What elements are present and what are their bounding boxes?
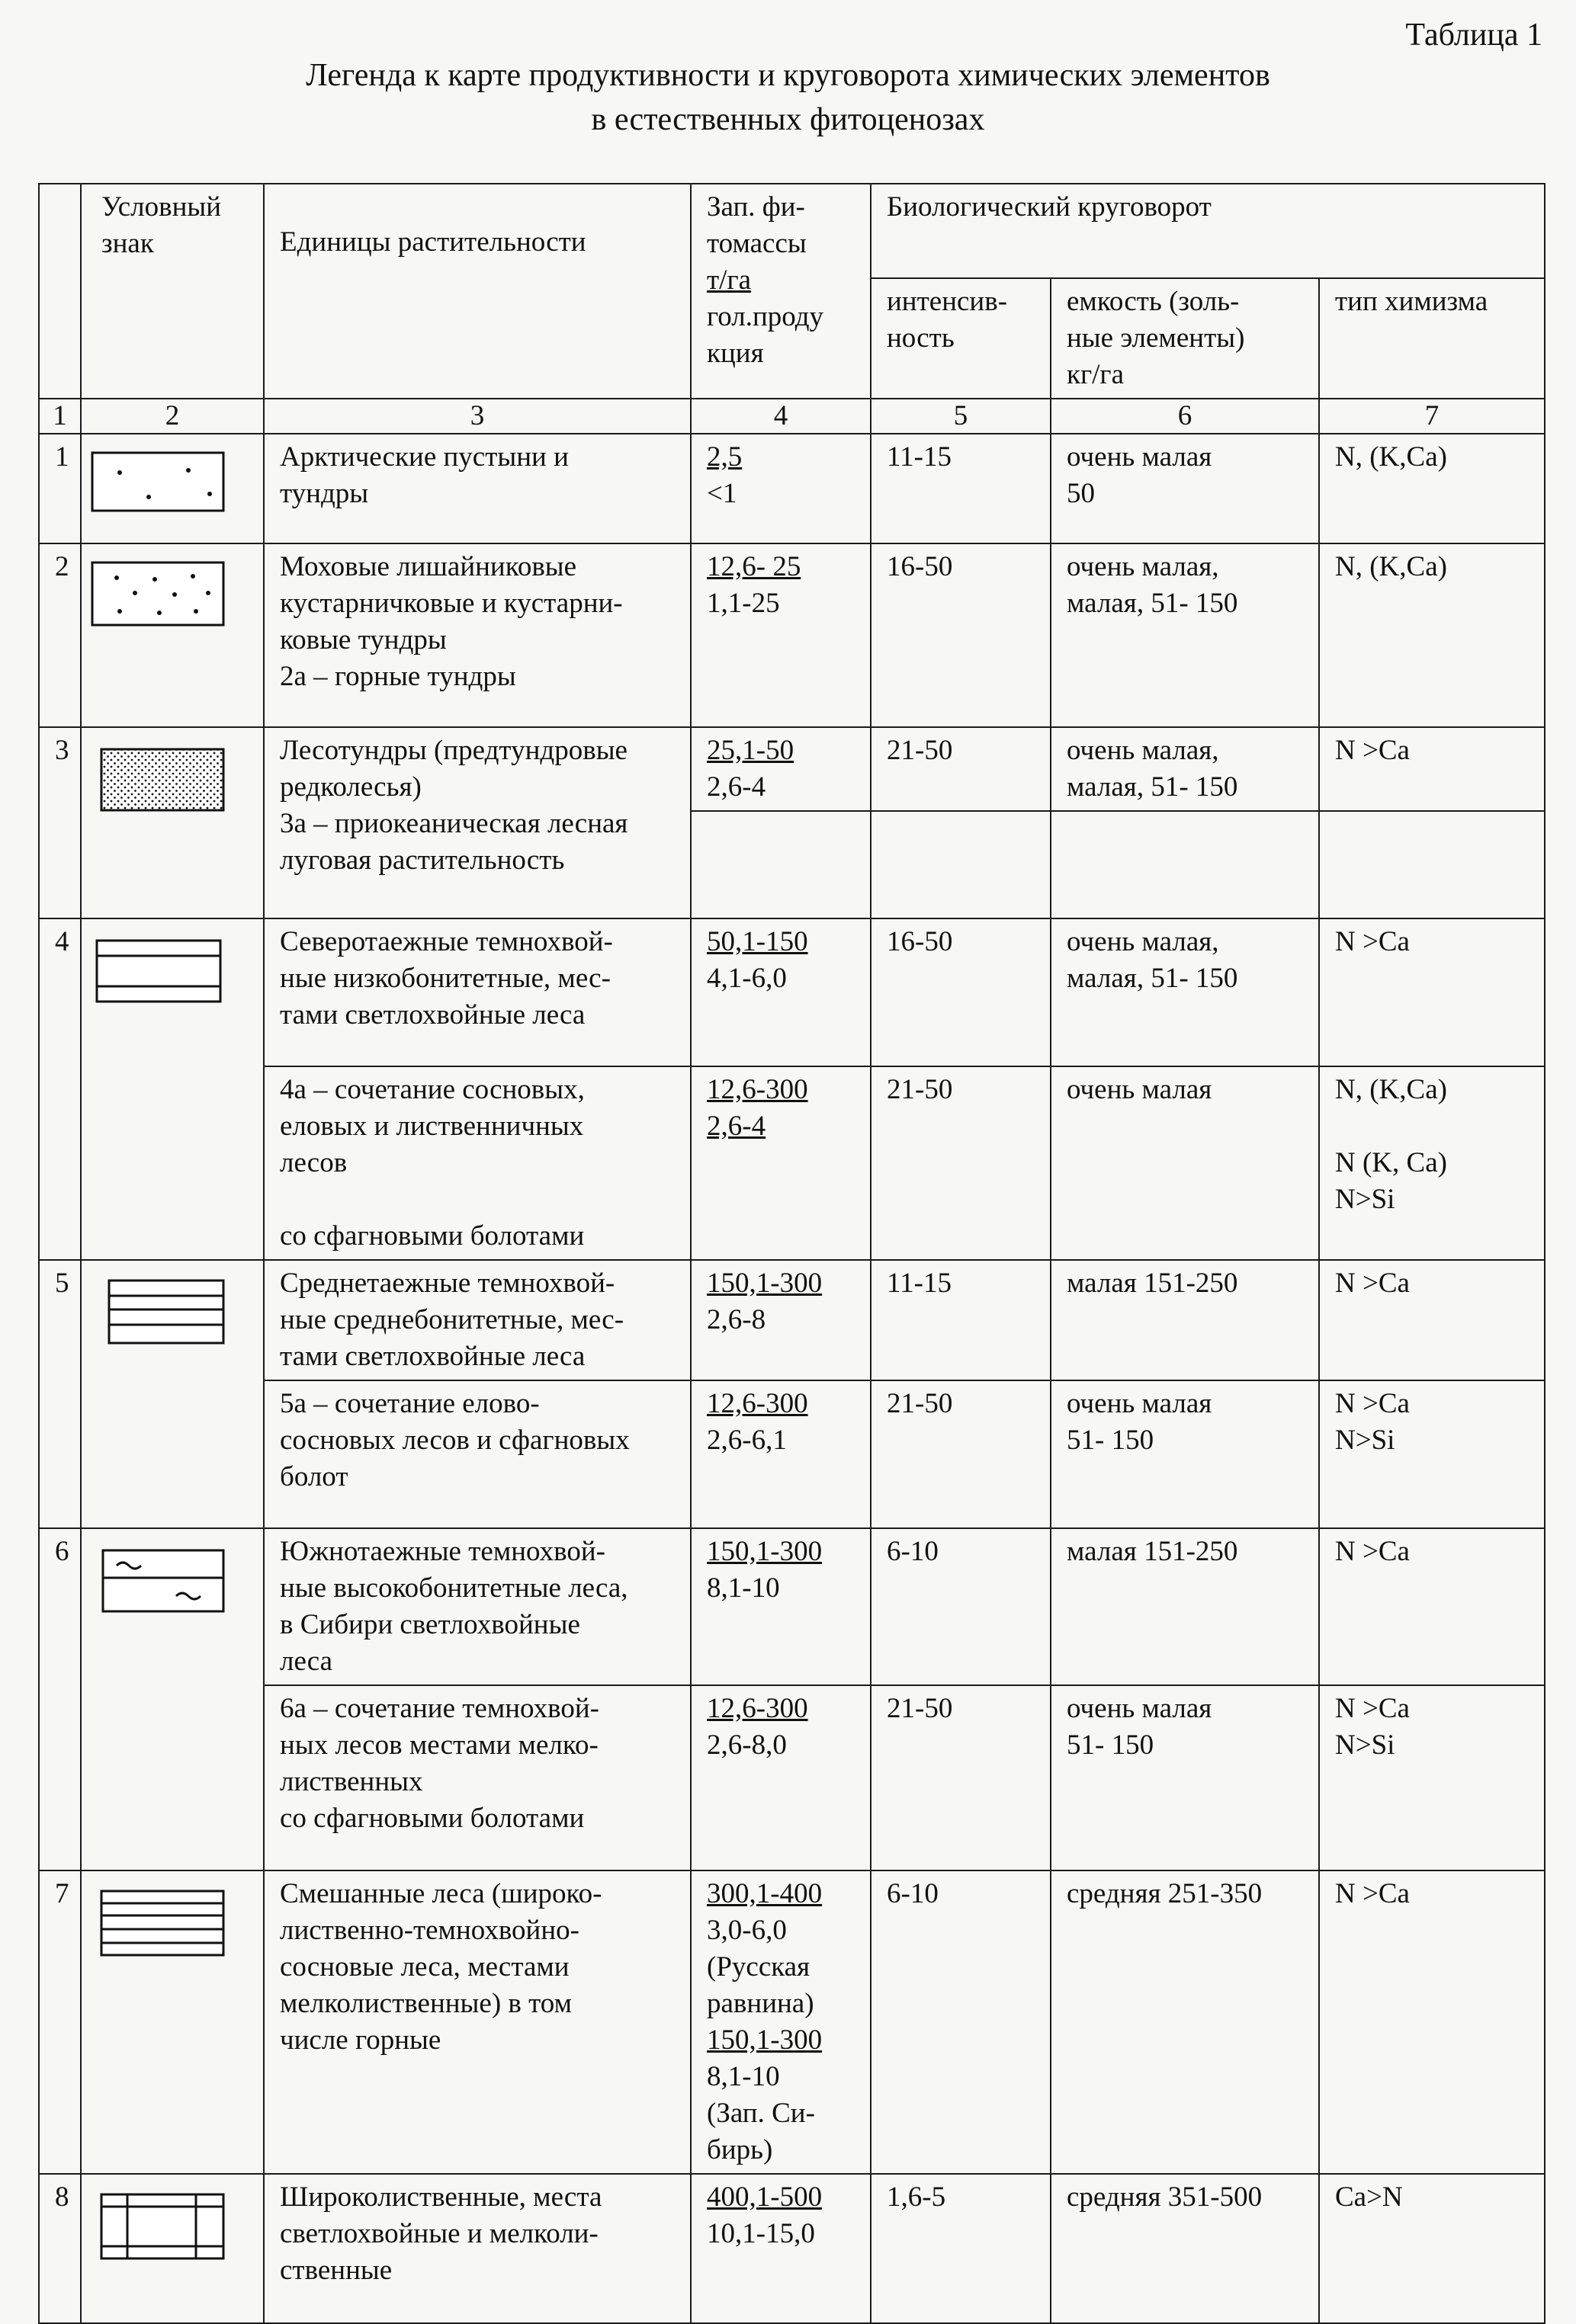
text-line: тами светлохвойные леса [280,1341,586,1372]
text-line: очень малая [1067,1388,1212,1419]
intensity-cell: 16-50 [871,543,1051,727]
text-line: очень малая [1067,1693,1212,1724]
intensity-cell: 11-15 [871,434,1051,543]
text-line: N >Ca [1335,1693,1410,1724]
phytomass-cell [691,1260,871,1380]
col-number: 5 [871,399,1051,434]
capacity-cell [1051,1685,1319,1870]
row-number: 5 [39,1260,81,1528]
text-line: N >Ca [1335,1388,1410,1419]
triple-line-symbol-icon [82,1270,234,1354]
table-row [39,1380,1545,1528]
legend-table [38,183,1546,2324]
four-line-symbol-icon [82,1880,234,1964]
row-number: 2 [39,543,81,727]
capacity-cell [1051,434,1319,543]
chem-cell [1319,1685,1545,1870]
intensity-cell: 21-50 [871,1380,1051,1528]
text-line: луговая растительность [280,845,565,876]
table-row [39,2174,1545,2323]
unit-cell [264,2174,691,2323]
chem-cell: N, (K,Ca) [1319,434,1545,543]
document-title [0,53,1576,142]
column-numbers-row [39,399,1545,434]
phytomass-cell [691,1528,871,1685]
text-line: малая, 51- 150 [1067,588,1238,619]
text-line: N>Si [1335,1425,1395,1456]
text-line: ственные [280,2255,393,2286]
unit-cell [264,918,691,1066]
phytomass-stock: 12,6-300 [707,1388,808,1419]
text-line: малая, 51- 150 [1067,963,1238,994]
unit-cell [264,1066,691,1260]
unit-cell [264,1685,691,1870]
annual-production: 8,1-10 [707,2061,780,2092]
title-line-1: Легенда к карте продуктивности и круговорота химических элементов [306,58,1270,93]
capacity-cell [1051,1380,1319,1528]
unit-cell [264,1528,691,1685]
annual-production: 3,0-6,0 [707,1915,787,1946]
sparse-dots-symbol-icon [82,444,234,520]
text-line: 5а – сочетание елово- [280,1388,540,1419]
text-line: кустарничковые и кустарни- [280,588,623,619]
phytomass-cell [691,727,871,811]
text-line: емкость (золь- [1067,286,1240,317]
phytomass-cell [691,1685,871,1870]
text-line: очень малая, [1067,551,1219,582]
empty-cell [1051,811,1319,918]
text-line: ковые тундры [280,624,447,656]
chem-cell: Ca>N [1319,2174,1545,2323]
intensity-cell: 21-50 [871,1685,1051,1870]
chem-cell [1319,1380,1545,1528]
intensity-cell: 21-50 [871,727,1051,811]
text-line: N>Si [1335,1184,1395,1215]
capacity-cell: малая 151-250 [1051,1528,1319,1685]
grid-symbol-icon [82,2184,234,2268]
intensity-cell: 6-10 [871,1528,1051,1685]
unit-cell [264,543,691,727]
chem-cell: N >Ca [1319,1528,1545,1685]
symbol-cell [81,1528,264,1870]
spacer [280,1181,675,1218]
table-row [39,918,1545,1066]
intensity-cell: 16-50 [871,918,1051,1066]
annual-production: 2,6-4 [707,1111,766,1142]
annual-production: 10,1-15,0 [707,2218,815,2249]
text-line: болот [280,1461,348,1492]
phytomass-stock: 25,1-50 [707,735,794,766]
text-line: очень малая, [1067,926,1219,957]
text-line: 6а – сочетание темнохвой- [280,1693,599,1724]
text-line: лиственных [280,1766,423,1797]
text-line: очень малая, [1067,735,1219,766]
annual-production: 1,1-25 [707,588,780,619]
text-line: 51- 150 [1067,1729,1154,1761]
row-number: 3 [39,727,81,918]
symbol-cell [81,918,264,1260]
text-line: сосновые леса, местами [280,1951,570,1983]
phytomass-cell [691,1870,871,2174]
text-line: ные элементы) [1067,322,1245,354]
double-line-symbol-icon [82,928,234,1012]
phytomass-stock: 150,1-300 [707,1536,823,1567]
table-row [39,1870,1545,2174]
capacity-cell: средняя 351-500 [1051,2174,1319,2323]
header-symbol: Условный знак [81,184,264,399]
text-line: 3а – приокеаническая лесная [280,808,628,839]
text-line: ных лесов местами мелко- [280,1729,599,1761]
text-line: еловых и лиственничных [280,1111,584,1142]
text-line: леса [280,1646,333,1677]
phytomass-cell [691,543,871,727]
text-line: со сфагновыми болотами [280,1803,585,1834]
text-line: ные высокобонитетные леса, [280,1572,628,1604]
unit-cell [264,727,691,918]
text-line: тундры [280,478,369,509]
header-row [39,184,1545,278]
row-number: 4 [39,918,81,1260]
text-line: гол.проду [707,301,824,332]
unit-cell [264,1380,691,1528]
text-line: мелколиственные) в том [280,1988,573,2019]
phytomass-stock: 50,1-150 [707,926,808,957]
col-number: 2 [81,399,264,434]
text-line: Лесотундры (предтундровые [280,735,628,766]
header-intensity [871,278,1051,399]
symbol-cell [81,727,264,918]
text-line: Зап. фи- [707,191,805,223]
annual-production: 8,1-10 [707,1572,780,1604]
empty-cell [871,811,1051,918]
phytomass-cell [691,2174,871,2323]
chem-cell: N >Ca [1319,918,1545,1066]
unit-cell [264,1260,691,1380]
text-line: лесов [280,1147,348,1178]
phytomass-cell [691,918,871,1066]
text-line: Смешанные леса (широко- [280,1878,602,1909]
text-line: числе горные [280,2024,441,2056]
phytomass-cell [691,1066,871,1260]
phytomass-cell [691,1380,871,1528]
chem-cell: N, (K,Ca) [1319,543,1545,727]
empty-cell [691,811,871,918]
phytomass-stock: 150,1-300 [707,1268,823,1299]
phytomass-stock: 12,6-300 [707,1693,808,1724]
table-row [39,727,1545,811]
text-line: ные среднебонитетные, мес- [280,1304,624,1335]
annual-production: 2,6-6,1 [707,1425,787,1456]
annual-production: <1 [707,478,737,509]
phytomass-stock: 400,1-500 [707,2181,823,2213]
header-chem: тип химизма [1319,278,1545,399]
header-capacity [1051,278,1319,399]
text-line: светлохвойные и мелколи- [280,2218,599,2249]
text-line: Среднетаежные темнохвой- [280,1268,615,1299]
symbol-cell [81,1260,264,1528]
table-row [39,543,1545,727]
text-line: N, (K,Ca) [1335,1074,1447,1105]
annual-production: 4,1-6,0 [707,963,787,994]
text-line: 50 [1067,478,1095,509]
header-cycle: Биологический круговорот [871,184,1545,278]
symbol-cell [81,2174,264,2323]
phytomass-stock: 12,6- 25 [707,551,801,582]
intensity-cell: 1,6-5 [871,2174,1051,2323]
text-line: кция [707,338,764,369]
text-line: тами светлохвойные леса [280,999,586,1031]
text-line: сосновых лесов и сфагновых [280,1425,630,1456]
text-line: томассы [707,228,807,259]
text-line: Северотаежные темнохвой- [280,926,613,957]
intensity-cell: 21-50 [871,1066,1051,1260]
text-line: N>Si [1335,1729,1395,1761]
text-line: ность [887,322,955,354]
row-number: 7 [39,1870,81,2174]
fine-dots-symbol-icon [82,737,234,821]
text-line: со сфагновыми болотами [280,1220,585,1252]
text-line: редколесья) [280,771,422,803]
intensity-cell: 6-10 [871,1870,1051,2174]
table-row [39,1260,1545,1380]
text-line: Арктические пустыни и [280,441,569,473]
annual-production: 2,6-8 [707,1304,766,1335]
phytomass-stock: 150,1-300 [707,2024,823,2056]
dots-symbol-icon [82,553,234,639]
intensity-cell: 11-15 [871,1260,1051,1380]
region-note: (Зап. Си- [707,2098,815,2129]
capacity-cell [1051,918,1319,1066]
col-number: 1 [39,399,81,434]
symbol-cell [81,434,264,543]
symbol-cell [81,543,264,727]
spacer [1335,1108,1529,1145]
header-units: Единицы растительности [264,184,691,399]
text-line: 4а – сочетание сосновых, [280,1074,585,1105]
symbol-cell [81,1870,264,2174]
row-number: 6 [39,1528,81,1870]
phytomass-cell [691,434,871,543]
text-line: малая, 51- 150 [1067,771,1238,803]
table-row [39,434,1545,543]
table-row [39,1685,1545,1870]
row-number: 1 [39,434,81,543]
chem-cell: N >Ca [1319,1870,1545,2174]
wave-symbol-icon [82,1538,234,1622]
phytomass-stock: 12,6-300 [707,1074,808,1105]
title-line-2: в естественных фитоценозах [591,102,985,137]
text-line: N (K, Ca) [1335,1147,1447,1178]
region-note: (Русская [707,1951,810,1983]
text-line: Южнотаежные темнохвой- [280,1536,605,1567]
row-number: 8 [39,2174,81,2323]
col-number: 6 [1051,399,1319,434]
capacity-cell: очень малая [1051,1066,1319,1260]
unit-cell [264,434,691,543]
phytomass-stock: 300,1-400 [707,1878,823,1909]
col-number: 4 [691,399,871,434]
text-line: ные низкобонитетные, мес- [280,963,611,994]
capacity-cell [1051,543,1319,727]
table-label: Таблица 1 [1405,18,1542,53]
capacity-cell: средняя 251-350 [1051,1870,1319,2174]
annual-production: 2,6-8,0 [707,1729,787,1761]
header-col-1 [39,184,81,399]
text-line: 2а – горные тундры [280,661,516,692]
text-line: Моховые лишайниковые [280,551,577,582]
annual-production: 2,6-4 [707,771,766,803]
text-line: в Сибири светлохвойные [280,1609,580,1640]
chem-cell [1319,1066,1545,1260]
chem-cell: N >Ca [1319,1260,1545,1380]
text-line: очень малая [1067,441,1212,473]
chem-cell: N >Ca [1319,727,1545,811]
text-line: кг/га [1067,359,1125,390]
text-line: интенсив- [887,286,1008,317]
region-note: бирь) [707,2134,773,2165]
text-line: лиственно-темнохвойно- [280,1915,579,1946]
empty-cell [1319,811,1545,918]
col-number: 3 [264,399,691,434]
header-phytomass [691,184,871,399]
unit-cell [264,1870,691,2174]
text-line: т/га [707,264,752,296]
region-note: равнина) [707,1988,814,2019]
phytomass-stock: 2,5 [707,441,743,473]
table-row [39,1528,1545,1685]
capacity-cell [1051,727,1319,811]
text-line: Широколиственные, места [280,2181,602,2213]
capacity-cell: малая 151-250 [1051,1260,1319,1380]
col-number: 7 [1319,399,1545,434]
table-row [39,1066,1545,1260]
text-line: 51- 150 [1067,1425,1154,1456]
